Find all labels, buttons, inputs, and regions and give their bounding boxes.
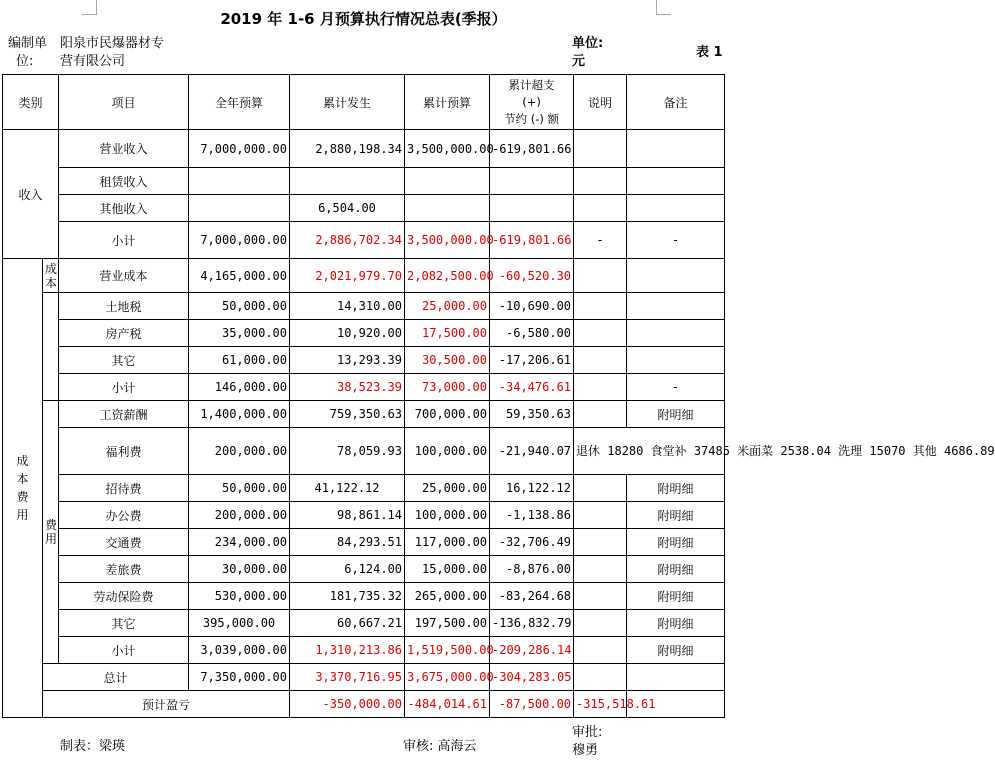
tax-subtotal-actual: 38,523.39	[290, 374, 405, 401]
land-tax-budget: 25,000.00	[405, 293, 490, 320]
operating-income-annual: 7,000,000.00	[189, 130, 290, 168]
travel-annual: 30,000.00	[189, 556, 290, 583]
group-expense: 费 用	[43, 401, 59, 664]
table-row	[3, 130, 725, 168]
item-tax-subtotal: 小计	[59, 374, 189, 401]
expense-subtotal-actual: 1,310,213.86	[290, 637, 405, 664]
welfare-variance: -21,940.07	[490, 428, 574, 475]
table-row	[3, 583, 725, 610]
unit-label: 编制单 位:	[8, 36, 48, 69]
salary-annual: 1,400,000.00	[189, 401, 290, 428]
travel-budget: 15,000.00	[405, 556, 490, 583]
tax-subtotal-annual: 146,000.00	[189, 374, 290, 401]
budget-table	[2, 74, 995, 718]
table-row	[3, 374, 725, 401]
table-row	[3, 691, 725, 718]
operating-cost-actual: 2,021,979.70	[290, 259, 405, 293]
item-operating-income: 营业收入	[59, 130, 189, 168]
item-rental-income: 租赁收入	[59, 168, 189, 195]
office-actual: 98,861.14	[290, 502, 405, 529]
tax-subtotal-variance: -34,476.61	[490, 374, 574, 401]
table-row	[3, 475, 725, 502]
operating-cost-annual: 4,165,000.00	[189, 259, 290, 293]
item-other-tax: 其它	[59, 347, 189, 374]
projected-profit-actual: -484,014.61	[405, 691, 490, 718]
income-subtotal-budget: 3,500,000.00	[405, 222, 490, 259]
welfare-note: 退休 18280 食堂补 37485 米面菜 2538.04 洗理 15070 其他 4686.89	[574, 428, 725, 475]
item-other-expense: 其它	[59, 610, 189, 637]
labor-protection-variance: -83,264.68	[490, 583, 574, 610]
labor-protection-annual: 530,000.00	[189, 583, 290, 610]
salary-remarks: 附明细	[627, 401, 725, 428]
table-row	[3, 259, 725, 293]
operating-income-budget: 3,500,000.00	[405, 130, 490, 168]
item-labor-protection: 劳动保险费	[59, 583, 189, 610]
table-row	[3, 637, 725, 664]
operating-income-actual: 2,880,198.34	[290, 130, 405, 168]
property-tax-annual: 35,000.00	[189, 320, 290, 347]
entertainment-remarks: 附明细	[627, 475, 725, 502]
operating-cost-variance: -60,520.30	[490, 259, 574, 293]
projected-profit-annual: -350,000.00	[290, 691, 405, 718]
income-subtotal-remarks: -	[627, 222, 725, 259]
group-cost: 成 本	[43, 259, 59, 293]
table-number: 表 1	[696, 45, 723, 60]
labor-protection-actual: 181,735.32	[290, 583, 405, 610]
other-tax-actual: 13,293.39	[290, 347, 405, 374]
group-income: 收入	[3, 130, 59, 259]
welfare-budget: 100,000.00	[405, 428, 490, 475]
transport-variance: -32,706.49	[490, 529, 574, 556]
travel-remarks: 附明细	[627, 556, 725, 583]
table-row	[3, 222, 725, 259]
transport-actual: 84,293.51	[290, 529, 405, 556]
col-annual-budget: 全年预算	[189, 75, 290, 130]
item-entertainment: 招待费	[59, 475, 189, 502]
income-subtotal-actual: 2,886,702.34	[290, 222, 405, 259]
table-row	[3, 401, 725, 428]
table-row	[3, 529, 725, 556]
welfare-annual: 200,000.00	[189, 428, 290, 475]
approved-by: 审批: 穆勇	[572, 725, 603, 758]
income-subtotal-annual: 7,000,000.00	[189, 222, 290, 259]
total-budget: 3,675,000.00	[405, 664, 490, 691]
transport-budget: 117,000.00	[405, 529, 490, 556]
entertainment-variance: 16,122.12	[490, 475, 574, 502]
other-tax-annual: 61,000.00	[189, 347, 290, 374]
welfare-actual: 78,059.93	[290, 428, 405, 475]
operating-cost-budget: 2,082,500.00	[405, 259, 490, 293]
transport-annual: 234,000.00	[189, 529, 290, 556]
report-title: 2019 年 1-6 月预算执行情况总表(季报）	[220, 10, 507, 28]
item-travel: 差旅费	[59, 556, 189, 583]
land-tax-annual: 50,000.00	[189, 293, 290, 320]
office-budget: 100,000.00	[405, 502, 490, 529]
salary-variance: 59,350.63	[490, 401, 574, 428]
total-variance: -304,283.05	[490, 664, 574, 691]
projected-profit-budget: -87,500.00	[490, 691, 574, 718]
col-variance: 累计超支 (+) 节约 (-) 额	[490, 75, 574, 130]
income-subtotal-explanation: -	[574, 222, 627, 259]
entertainment-actual: 41,122.12	[290, 475, 405, 502]
other-tax-budget: 30,500.00	[405, 347, 490, 374]
group-tax	[43, 293, 59, 401]
table-row	[3, 347, 725, 374]
other-expense-annual: 395,000.00	[189, 610, 290, 637]
col-cumulative-budget: 累计预算	[405, 75, 490, 130]
item-transport: 交通费	[59, 529, 189, 556]
labor-protection-budget: 265,000.00	[405, 583, 490, 610]
labor-protection-remarks: 附明细	[627, 583, 725, 610]
income-subtotal-variance: -619,801.66	[490, 222, 574, 259]
office-variance: -1,138.86	[490, 502, 574, 529]
col-explanation: 说明	[574, 75, 627, 130]
office-annual: 200,000.00	[189, 502, 290, 529]
unit-name: 阳泉市民爆器材专 营有限公司	[60, 36, 165, 69]
group-cost-expense: 成 本 费 用	[3, 259, 43, 718]
land-tax-variance: -10,690.00	[490, 293, 574, 320]
table-row	[3, 610, 725, 637]
total-annual: 7,350,000.00	[189, 664, 290, 691]
col-remarks: 备注	[627, 75, 725, 130]
travel-actual: 6,124.00	[290, 556, 405, 583]
reviewed-by: 审核: 高海云	[403, 739, 477, 754]
salary-actual: 759,350.63	[290, 401, 405, 428]
item-projected-profit: 预计盈亏	[43, 691, 290, 718]
other-expense-remarks: 附明细	[627, 610, 725, 637]
property-tax-actual: 10,920.00	[290, 320, 405, 347]
item-expense-subtotal: 小计	[59, 637, 189, 664]
table-row	[3, 320, 725, 347]
item-total: 总计	[43, 664, 189, 691]
projected-profit-variance: -315,518.61	[574, 691, 627, 718]
other-expense-actual: 60,667.21	[290, 610, 405, 637]
travel-variance: -8,876.00	[490, 556, 574, 583]
item-income-subtotal: 小计	[59, 222, 189, 259]
item-salary: 工资薪酬	[59, 401, 189, 428]
table-row	[3, 502, 725, 529]
expense-subtotal-annual: 3,039,000.00	[189, 637, 290, 664]
expense-subtotal-variance: -209,286.14	[490, 637, 574, 664]
office-remarks: 附明细	[627, 502, 725, 529]
table-row	[3, 293, 725, 320]
col-cumulative-actual: 累计发生	[290, 75, 405, 130]
tax-subtotal-remarks: -	[627, 374, 725, 401]
other-expense-variance: -136,832.79	[490, 610, 574, 637]
col-item: 项目	[59, 75, 189, 130]
table-row	[3, 195, 725, 222]
entertainment-annual: 50,000.00	[189, 475, 290, 502]
salary-budget: 700,000.00	[405, 401, 490, 428]
other-expense-budget: 197,500.00	[405, 610, 490, 637]
table-row	[3, 428, 725, 475]
item-other-income: 其他收入	[59, 195, 189, 222]
currency-label: 单位: 元	[572, 36, 604, 69]
entertainment-budget: 25,000.00	[405, 475, 490, 502]
col-category: 类别	[3, 75, 59, 130]
property-tax-variance: -6,580.00	[490, 320, 574, 347]
property-tax-budget: 17,500.00	[405, 320, 490, 347]
table-row	[3, 168, 725, 195]
item-operating-cost: 营业成本	[59, 259, 189, 293]
operating-income-variance: -619,801.66	[490, 130, 574, 168]
item-land-tax: 土地税	[59, 293, 189, 320]
other-tax-variance: -17,206.61	[490, 347, 574, 374]
expense-subtotal-remarks: 附明细	[627, 637, 725, 664]
other-income-actual: 6,504.00	[290, 195, 405, 222]
item-welfare: 福利费	[59, 428, 189, 475]
transport-remarks: 附明细	[627, 529, 725, 556]
total-actual: 3,370,716.95	[290, 664, 405, 691]
item-office: 办公费	[59, 502, 189, 529]
table-row	[3, 664, 725, 691]
table-row	[3, 556, 725, 583]
expense-subtotal-budget: 1,519,500.00	[405, 637, 490, 664]
item-property-tax: 房产税	[59, 320, 189, 347]
land-tax-actual: 14,310.00	[290, 293, 405, 320]
prepared-by: 制表：梁瑛	[60, 739, 126, 754]
header-row	[3, 75, 725, 130]
tax-subtotal-budget: 73,000.00	[405, 374, 490, 401]
